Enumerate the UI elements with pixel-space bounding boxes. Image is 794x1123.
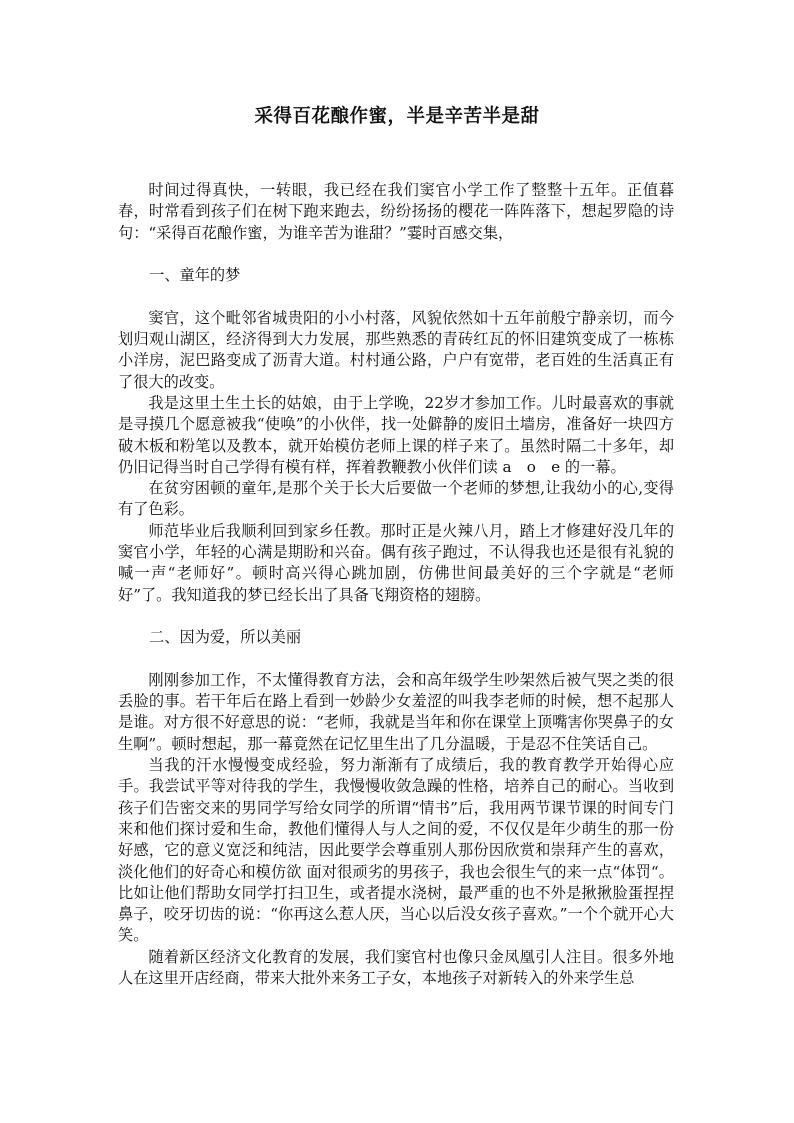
paragraph: 时间过得真快，一转眼，我已经在我们窦官小学工作了整整十五年。正值暮春，时常看到孩子们在树下跑来跑去，纷纷扬扬的樱花一阵阵落下，想起罗隐的诗句：“采得百花酿作蜜，为谁辛苦为谁甜？”霎时百感交集， — [118, 181, 674, 242]
document-body — [118, 180, 674, 989]
paragraph: 随着新区经济文化教育的发展，我们窦官村也像只金凤凰引人注目。很多外地人在这里开店经商，带来大批外来务工子女，本地孩子对新转入的外来学生总 — [118, 947, 674, 987]
blank-line — [118, 649, 674, 670]
paragraph: 在贫穷困顿的童年,是那个关于长大后要做一个老师的梦想,让我幼小的心,变得有了色彩。 — [118, 479, 674, 519]
section-heading: 二、因为爱，所以美丽 — [149, 628, 302, 647]
paragraph: 当我的汗水慢慢变成经验，努力渐渐有了成绩后，我的教育教学开始得心应手。我尝试平等对待我的学生，我慢慢收敛急躁的性格，培养自己的耐心。当收到孩子们告密交来的男同学写给女同学的所谓“情书”后，我用两节课节课的时间专门来和他们探讨爱和生命，教他们懂得人与人之间的爱，不仅仅是年少萌生的那一份好感，它的意义宽泛和纯洁，因此要学会尊重别人那份因欣赏和崇拜产生的喜欢，淡化他们的好奇心和模仿欲 面对很顽劣的男孩子，我也会很生气的来一点“体罚“。比如让他们帮助女同学打扫卫生，或者提水浇树，最严重的也不外是揪揪脸蛋捏捏鼻子，咬牙切齿的说：“你再这么惹人厌，当心以后没女孩子喜欢。”一个个就开心大笑。 — [118, 756, 674, 945]
paragraph: 我是这里土生土长的姑娘，由于上学晚，22岁才参加工作。儿时最喜欢的事就是寻摸几个愿意被我“使唤”的小伙伴，找一处僻静的废旧土墙房，准备好一块四方破木板和粉笔以及教本，就开始模仿老师上课的样子来了。虽然时隔二十多年，却仍旧记得当时自己学得有模有样，挥着教鞭教小伙伴们读 a o e 的一幕。 — [118, 393, 674, 476]
document-title: 采得百花酿作蜜，半是辛苦半是甜 — [254, 106, 540, 127]
blank-line — [118, 286, 674, 307]
paragraph: 窦官，这个毗邻省城贵阳的小小村落，风貌依然如十五年前般宁静亲切，而今划归观山湖区，经济得到大力发展，那些熟悉的青砖红瓦的怀旧建筑变成了一栋栋小洋房，泥巴路变成了沥青大道。村村通公路，户户有宽带，老百姓的生活真正有了很大的改变。 — [118, 308, 674, 391]
blank-line — [118, 606, 674, 627]
section-heading: 一、童年的梦 — [149, 266, 241, 285]
paragraph: 师范毕业后我顺利回到家乡任教。那时正是火辣八月，踏上才修建好没几年的窦官小学，年轻的心满是期盼和兴奋。偶有孩子跑过，不认得我也还是很有礼貌的喊一声“老师好”。顿时高兴得心跳加剧，仿佛世间最美好的三个字就是“老师好”了。我知道我的梦已经长出了具备飞翔资格的翅膀。 — [118, 521, 674, 604]
paragraph: 刚刚参加工作，不太懂得教育方法，会和高年级学生吵架然后被气哭之类的很丢脸的事。若干年后在路上看到一妙龄少女羞涩的叫我李老师的时候，想不起那人是谁。对方很不好意思的说：“老师，我就是当年和你在课堂上顶嘴害你哭鼻子的女生啊”。顿时想起，那一幕竟然在记忆里生出了几分温暖，于是忍不住笑话自己。 — [118, 670, 674, 753]
blank-line — [118, 244, 674, 265]
